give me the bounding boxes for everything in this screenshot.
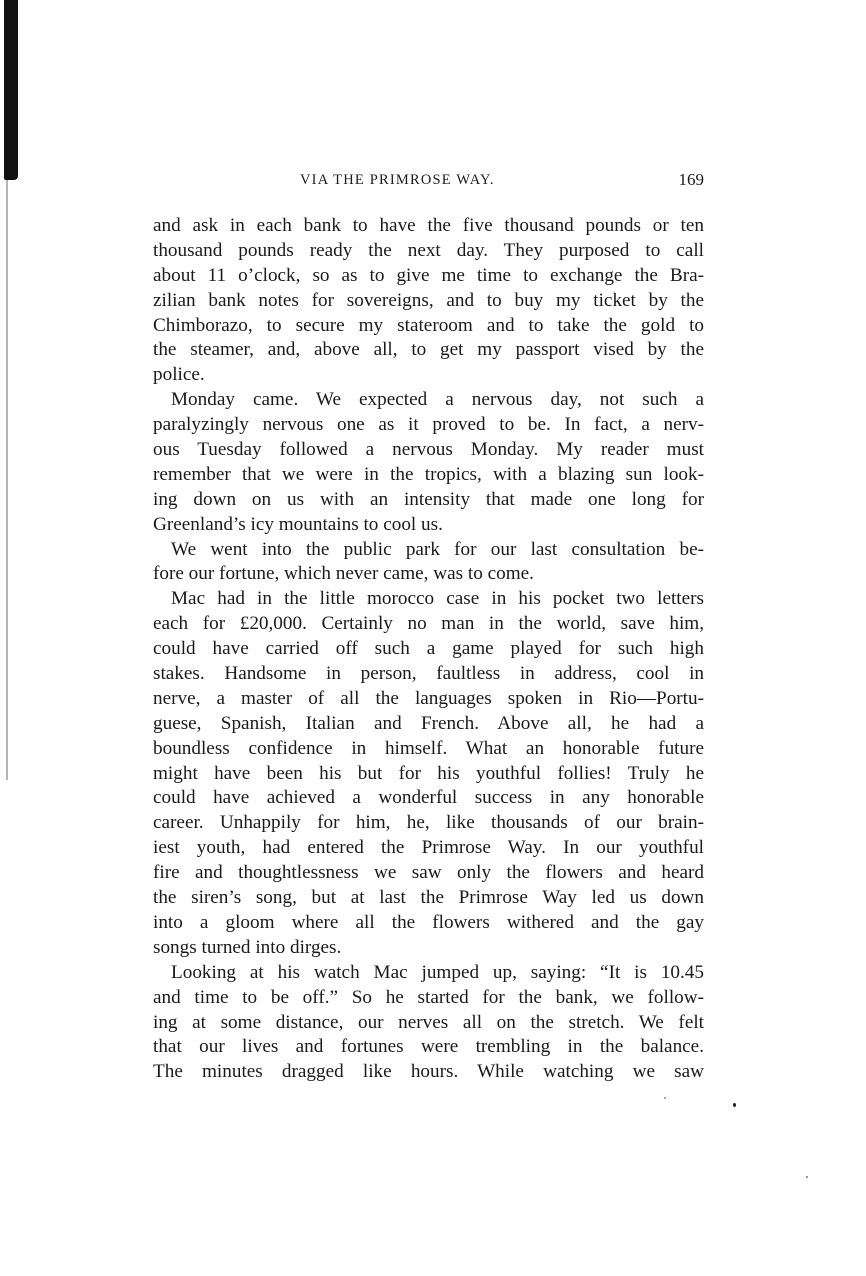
- text-line: ous Tuesday followed a nervous Monday. My reader must: [153, 439, 704, 461]
- print-speck: [806, 1176, 808, 1178]
- text-line: Mac had in the little morocco case in his pocket two letters: [171, 588, 704, 610]
- text-line: and time to be off.” So he started for the bank, we follow-: [153, 986, 704, 1008]
- text-line: paralyzingly nervous one as it proved to be. In fact, a nerv-: [153, 414, 704, 436]
- text-line: fore our fortune, which never came, was to come.: [153, 563, 534, 585]
- text-line: songs turned into dirges.: [153, 936, 342, 958]
- text-line: We went into the public park for our last consultation be-: [171, 538, 704, 560]
- print-speck: [664, 1097, 666, 1099]
- page-edge-line: [6, 180, 8, 780]
- text-line: about 11 o’clock, so as to give me time to exchange the Bra-: [153, 264, 704, 286]
- text-line: The minutes dragged like hours. While watching we saw: [153, 1061, 704, 1083]
- text-line: into a gloom where all the flowers withered and the gay: [153, 911, 704, 933]
- running-head: [300, 172, 704, 198]
- text-line: Monday came. We expected a nervous day, not such a: [171, 389, 704, 411]
- text-line: zilian bank notes for sovereigns, and to buy my ticket by the: [153, 289, 704, 311]
- text-line: boundless confidence in himself. What an honorable future: [153, 737, 704, 759]
- text-line: thousand pounds ready the next day. They purposed to call: [153, 239, 704, 261]
- body-text: [153, 214, 704, 1085]
- text-line: iest youth, had entered the Primrose Way. In our youthful: [153, 837, 704, 859]
- page-binding-shadow: [4, 0, 18, 180]
- text-line: the siren’s song, but at last the Primrose Way led us down: [153, 887, 704, 909]
- page-number: 169: [678, 170, 704, 189]
- text-line: the steamer, and, above all, to get my passport vised by the: [153, 339, 704, 361]
- text-line: fire and thoughtlessness we saw only the flowers and heard: [153, 862, 704, 884]
- text-line: ing down on us with an intensity that made one long for: [153, 488, 704, 510]
- text-line: Looking at his watch Mac jumped up, saying: “It is 10.45: [171, 961, 704, 983]
- text-line: Greenland’s icy mountains to cool us.: [153, 513, 443, 535]
- text-line: stakes. Handsome in person, faultless in address, cool in: [153, 663, 704, 685]
- text-line: each for £20,000. Certainly no man in the world, save him,: [153, 613, 704, 635]
- text-line: ing at some distance, our nerves all on the stretch. We felt: [153, 1011, 704, 1033]
- text-line: that our lives and fortunes were trembling in the balance.: [153, 1036, 704, 1058]
- text-line: career. Unhappily for him, he, like thousands of our brain-: [153, 812, 704, 834]
- text-line: could have achieved a wonderful success in any honorable: [153, 787, 704, 809]
- text-line: nerve, a master of all the languages spoken in Rio—Portu-: [153, 687, 704, 709]
- text-line: could have carried off such a game played for such high: [153, 638, 704, 660]
- text-line: might have been his but for his youthful follies! Truly he: [153, 762, 704, 784]
- text-line: police.: [153, 364, 205, 386]
- text-line: remember that we were in the tropics, with a blazing sun look-: [153, 463, 704, 485]
- text-line: and ask in each bank to have the five thousand pounds or ten: [153, 215, 704, 236]
- print-speck: [733, 1103, 736, 1107]
- text-line: guese, Spanish, Italian and French. Above all, he had a: [153, 712, 704, 734]
- text-line: Chimborazo, to secure my stateroom and to take the gold to: [153, 314, 704, 336]
- running-title: VIA THE PRIMROSE WAY.: [300, 172, 495, 188]
